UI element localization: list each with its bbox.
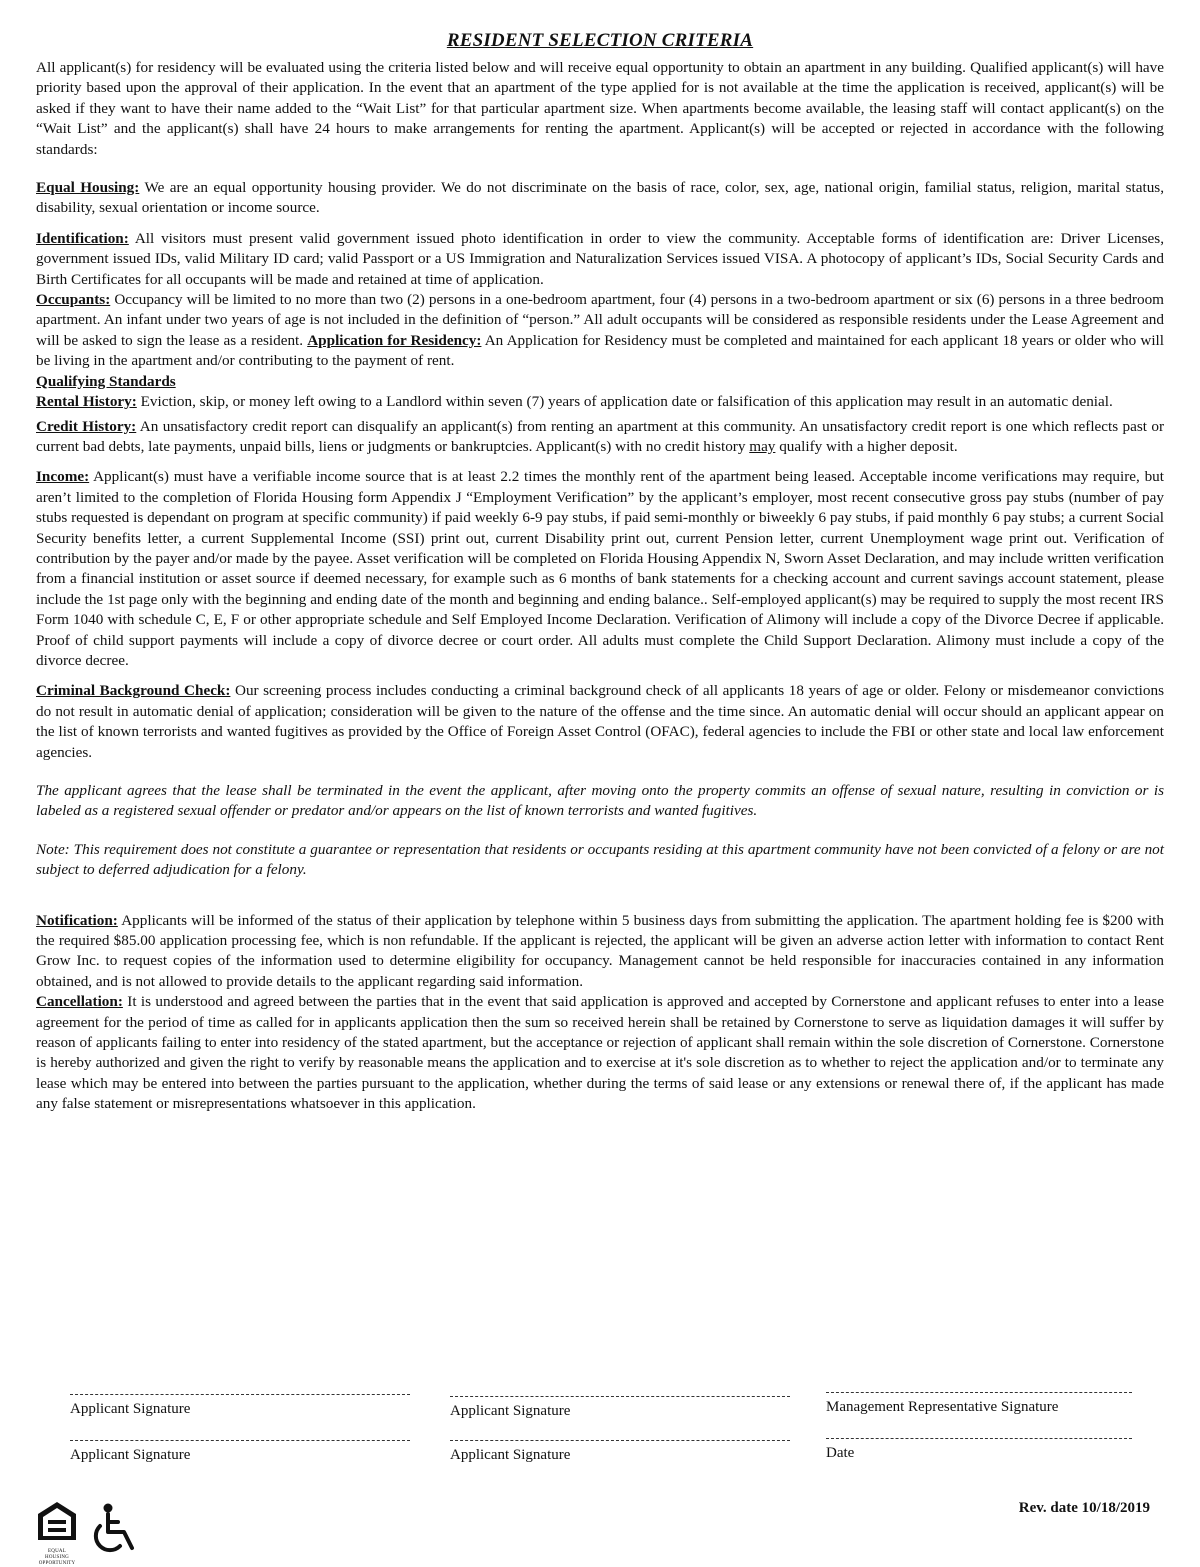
revision-date: Rev. date 10/18/2019 [1018,1500,1150,1516]
criminal-background-text: Our screening process includes conducting a criminal background check of all applicants 18 years of age or older. Felony or misdemeanor convictions do not result in automatic denial of application; consideration will be given to the nature of the offense and the time since. An automatic denial will occur should an applicant appear on the list of known terrorists and wanted fugitives as provided by the Office of Foreign Asset Control (OFAC), federal agencies to include the FBI or other state and local law enforcement agencies. [36,682,1164,761]
cancellation-label: Cancellation: [36,993,123,1011]
income-label: Income: [36,468,90,486]
income-text: Applicant(s) must have a verifiable income source that is at least 2.2 times the monthly rent of the apartment being leased. Acceptable income verifications may require, but aren’t limited to the completion of Florida Housing form Appendix J “Employment Verification” by the applicant’s employer, most recent consecutive gross pay stubs (number of pay stubs requested is dependant on program at specific community) if paid weekly 6-9 pay stubs, if paid semi-monthly or biweekly 6 pay stubs, if paid monthly 6 pay stubs; a current Social Security benefits letter, a current Supplemental Income (SSI) print out, current Disability print out, current Pension letter, current Unemployment wage print out. Verification of contribution by the payer and/or made by the payee. Asset verification will be completed on Florida Housing Appendix N, Sworn Asset Declaration, and may include written verification from a financial institution or asset source if deemed necessary, for example such as 6 months of bank statements for a checking account and current savings account statement, please include the 1st page only with the beginning and ending date of the month and beginning and ending balance.. Self-employed applicant(s) may be required to supply the most recent IRS Form 1040 with schedule C, E, F or other appropriate schedule and Self Employed Income Declaration. Verification of Alimony will include a copy of the Divorce Decree if applicable. Proof of child support payments will include a copy of divorce decree or court order. All adults must complete the Child Support Declaration. Alimony must include a copy of the divorce decree. [36,468,1164,669]
management-signature[interactable]: Management Representative Signature [826,1392,1132,1416]
wheelchair-accessibility-icon [86,1502,142,1556]
identification-text: All visitors must present valid government issued photo identification in order to view the community. Acceptable forms of identification are: Driver Licenses, government issued IDs, valid Military ID card; valid Passport or a US Immigration and Naturalization Services issued VISA. A photocopy of applicant’s IDs, Social Security Cards and Birth Certificates for all occupants will be made and retained at time of application. [36,229,1164,288]
signature-block [70,1394,1140,1478]
lease-termination-agreement: The applicant agrees that the lease shall be terminated in the event the applicant, after moving onto the property commits an offense of sexual nature, resulting in conviction or is labeled as a registered sexual offender or predator and/or appears on the list of known terrorists and wanted fugitives. [36,782,1164,820]
signature-line [70,1394,410,1395]
identification-section [36,229,1164,290]
criminal-background-label: Criminal Background Check: [36,682,231,700]
occupants-label: Occupants: [36,291,111,309]
applicant-signature-4[interactable]: Applicant Signature [450,1440,790,1464]
signature-line [826,1392,1132,1393]
income-section [36,467,1164,671]
credit-history-may: may [749,437,776,455]
occupants-section [36,290,1164,372]
date-field[interactable]: Date [826,1438,1132,1462]
application-label: Application for Residency: [307,331,482,349]
notification-section [36,911,1164,993]
equal-housing-section [36,178,1164,219]
credit-history-text-end: qualify with a higher deposit. [779,437,958,455]
felony-note: Note: This requirement does not constitute a guarantee or representation that residents or occupants residing at this apartment community have not been convicted of a felony or are not subject to deferred adjudication for a felony. [36,840,1164,879]
notification-label: Notification: [36,911,118,929]
signature-line [70,1440,410,1441]
applicant-signature-2[interactable]: Applicant Signature [450,1396,790,1420]
signature-line [826,1438,1132,1439]
equal-housing-opportunity-icon [36,1500,78,1566]
occupants-text: Occupancy will be limited to no more than two (2) persons in a one-bedroom apartment, four (4) persons in a two-bedroom apartment or six (6) persons in a three bedroom apartment. An infant under two years of age is not included in the definition of “person.” All adult occupants will be considered as responsible residents under the Lease Agreement and will be asked to sign the lease as a resident. [36,291,1164,349]
equal-housing-text: We are an equal opportunity housing provider. We do not discriminate on the basis of race, color, sex, age, national origin, familial status, religion, marital status, disability, sexual orientation or income source. [36,179,1164,217]
intro-paragraph: All applicant(s) for residency will be evaluated using the criteria listed below and will receive equal opportunity to obtain an apartment in any building. Qualified applicant(s) will have priority based upon the approval of their application. In the event that an apartment of the type applied for is not available at the time the application is received, applicant(s) will be asked if they want to have their name added to the “Wait List” for that particular apartment size. When apartments become available, the leasing staff will contact applicant(s) on the “Wait List” and the applicant(s) shall have 24 hours to make arrangements for renting the apartment. Applicant(s) will be accepted or rejected in accordance with the following standards: [36,59,1164,158]
notification-text: Applicants will be informed of the status of their application by telephone within 5 business days from submitting the application. The apartment holding fee is $200 with the required $85.00 application processing fee, which is non refundable. If the applicant is rejected, the applicant will be given an adverse action letter with information to contact Rent Grow Inc. to request copies of the information used to determine eligibility for occupancy. Management cannot be held responsible for inaccuracies contained in any information obtained, and is not allowed to provide details to the applicant regarding said information. [36,911,1164,990]
credit-history-text: An unsatisfactory credit report can disqualify an applicant(s) from renting an apartment at this community. An unsatisfactory credit report is one which reflects past or current bad debts, late payments, unpaid bills, liens or judgments or bankruptcies. Applicant(s) with no credit history [36,417,1164,455]
cancellation-section [36,992,1164,1114]
equal-housing-label: Equal Housing: [36,179,140,197]
page-title: RESIDENT SELECTION CRITERIA [446,30,754,51]
signature-line [450,1396,790,1397]
rental-history-label: Rental History: [36,393,137,411]
credit-history-label: Credit History: [36,417,137,435]
signature-line [450,1440,790,1441]
identification-label: Identification: [36,229,129,247]
criminal-background-section [36,681,1164,763]
qualifying-standards-heading: Qualifying Standards [36,372,176,390]
cancellation-text: It is understood and agreed between the parties that in the event that said application is approved and accepted by Cornerstone and applicant refuses to enter into a lease agreement for the period of time as called for in applicants application then the sum so received herein shall be retained by Cornerstone to serve as liquidation damages it will suffer by reason of applicants failing to enter into residency of the stated apartment, but the acceptance or rejection of applicant shall remain within the sole discretion of Cornerstone. Cornerstone is hereby authorized and given the right to verify by reasonable means the application and to exercise at it's sole discretion as to whether to reject the application and/or to terminate any lease which may be entered into between the parties pursuant to the application, whether during the terms of said lease or any extensions or renewal there of, if the applicant has made any false statement or misrepresentations whatsoever in this application. [36,993,1164,1113]
application-text: An Application for Residency must be completed and maintained for each applicant 18 years or older who will be living in the apartment and/or contributing to the payment of rent. [36,331,1164,370]
credit-history-section [36,417,1164,458]
applicant-signature-1[interactable]: Applicant Signature [70,1394,410,1418]
rental-history-text: Eviction, skip, or money left owing to a Landlord within seven (7) years of application date or falsification of this application may result in an automatic denial. [140,393,1113,411]
document-page [36,30,1164,1115]
applicant-signature-3[interactable]: Applicant Signature [70,1440,410,1464]
rental-history-section [36,392,1164,412]
equal-housing-caption: EQUAL HOUSING OPPORTUNITY [38,1549,76,1566]
